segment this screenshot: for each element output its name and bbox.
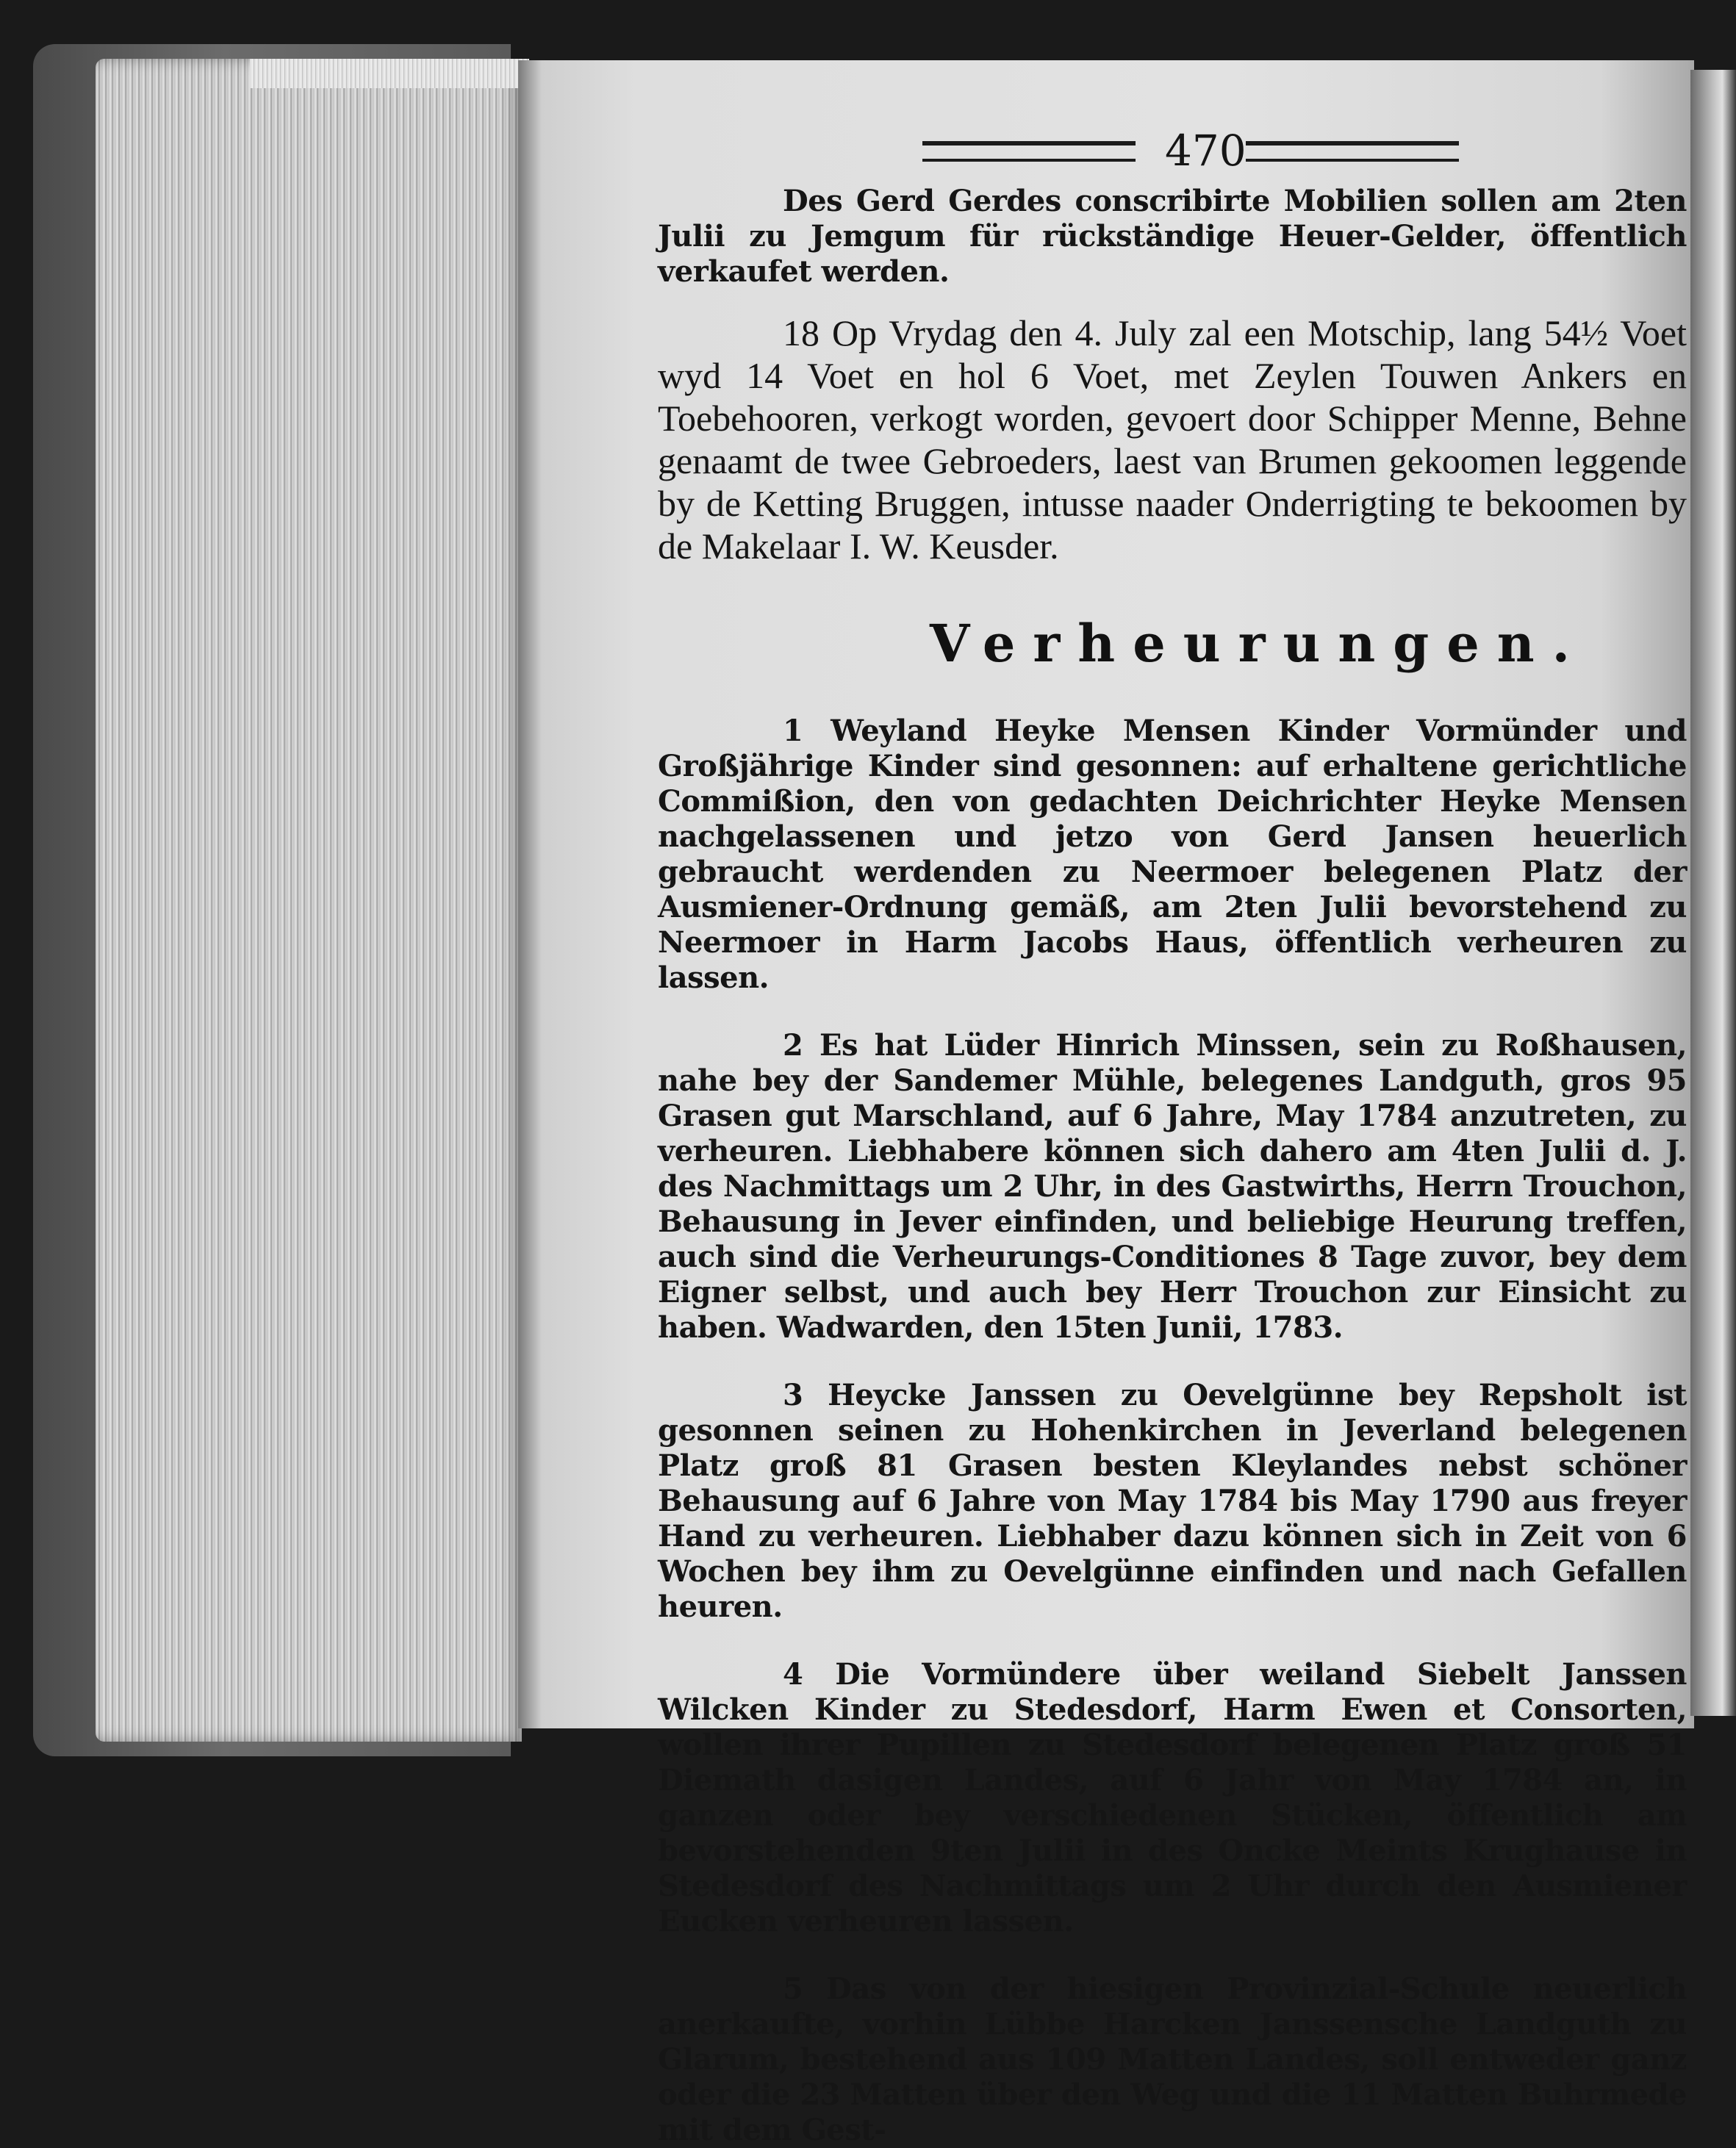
notice-gerdes: Des Gerd Gerdes conscribirte Mobilien sollen am 2ten Julii zu Jemgum für rückständige Heuer-Gelder, öffentlich verkaufet werden. (658, 184, 1687, 289)
page-header (658, 125, 1687, 176)
entry-4: 4 Die Vormündere über weiland Siebelt Janssen Wilcken Kinder zu Stedesdorf, Harm Ewen et Consorten, wollen ihrer Pupillen zu Stedesdorf belegenen Platz groß 51 Diemath dasigen Landes, auf 6 Jahr von May 1784 an, in ganzen oder bey verschiedenen Stücken, öffentlich am bevorstehenden 9ten Julii in des Oncke Meints Krughause in Stedesdorf des Nachmittags um 2 Uhr durch den Ausmiener Eucken verheuren lassen. (658, 1657, 1687, 1939)
entry-5: 5 Das von der hiesigen Provinzial-Schule neuerlich anerkaufte, vorhin Lübbe Harcken Janssensche Landguth zu Glarum, bestehend aus 109 Matten Landes, soll entweder ganz oder die 23 Matten über den Weg und die 11 Matten Buhrmede mit dem Gest- (658, 1972, 1687, 2147)
header-rule-right (1246, 141, 1459, 162)
notice-motschip: 18 Op Vrydag den 4. July zal een Motschip, lang 54½ Voet wyd 14 Voet en hol 6 Voet, met Zeylen Touwen Ankers en Toebehooren, verkogt worden, gevoert door Schipper Menne, Behne genaamt de twee Gebroeders, laest van Brumen gekoomen leggende by de Ketting Bruggen, intusse naader Onderrigting te bekoomen by de Makelaar I. W. Keusder. (658, 312, 1687, 567)
facing-page-edge (1690, 70, 1736, 1716)
page-top-edges (250, 59, 529, 88)
page-number: 470 (1165, 126, 1247, 176)
entry-2: 2 Es hat Lüder Hinrich Minssen, sein zu Roßhausen, nahe bey der Sandemer Mühle, belegenes Landguth, gros 95 Grasen gut Marschland, auf 6 Jahre, May 1784 anzutreten, zu verheuren. Liebhabere können sich dahero am 4ten Julii d. J. des Nachmittags um 2 Uhr, in des Gastwirths, Herrn Trouchon, Behausung in Jever einfinden, und beliebige Heurung treffen, auch sind die Verheurungs-Conditiones 8 Tage zuvor, bey dem Eigner selbst, und auch bey Herr Trouchon zur Einsicht zu haben. Wadwarden, den 15ten Junii, 1783. (658, 1028, 1687, 1345)
entry-3: 3 Heycke Janssen zu Oevelgünne bey Repsholt ist gesonnen seinen zu Hohenkirchen in Jeverland belegenen Platz groß 81 Grasen besten Kleylandes nebst schöner Behausung auf 6 Jahre von May 1784 bis May 1790 aus freyer Hand zu verheuren. Liebhaber dazu können sich in Zeit von 6 Wochen bey ihm zu Oevelgünne einfinden und nach Gefallen heuren. (658, 1378, 1687, 1624)
entry-1: 1 Weyland Heyke Mensen Kinder Vormünder und Großjährige Kinder sind gesonnen: auf erhaltene gerichtliche Commißion, den von gedachten Deichrichter Heyke Mensen nachgelassenen und jetzo von Gerd Jansen heuerlich gebraucht werdenden zu Neermoer belegenen Platz der Ausmiener-Ordnung gemäß, am 2ten Julii bevorstehend zu Neermoer in Harm Jacobs Haus, öffentlich verheuren zu lassen. (658, 714, 1687, 995)
page-edges (96, 59, 522, 1742)
page-content (658, 125, 1687, 2148)
header-rule-left (922, 141, 1136, 162)
section-heading: Verheurungen. (930, 613, 1588, 674)
